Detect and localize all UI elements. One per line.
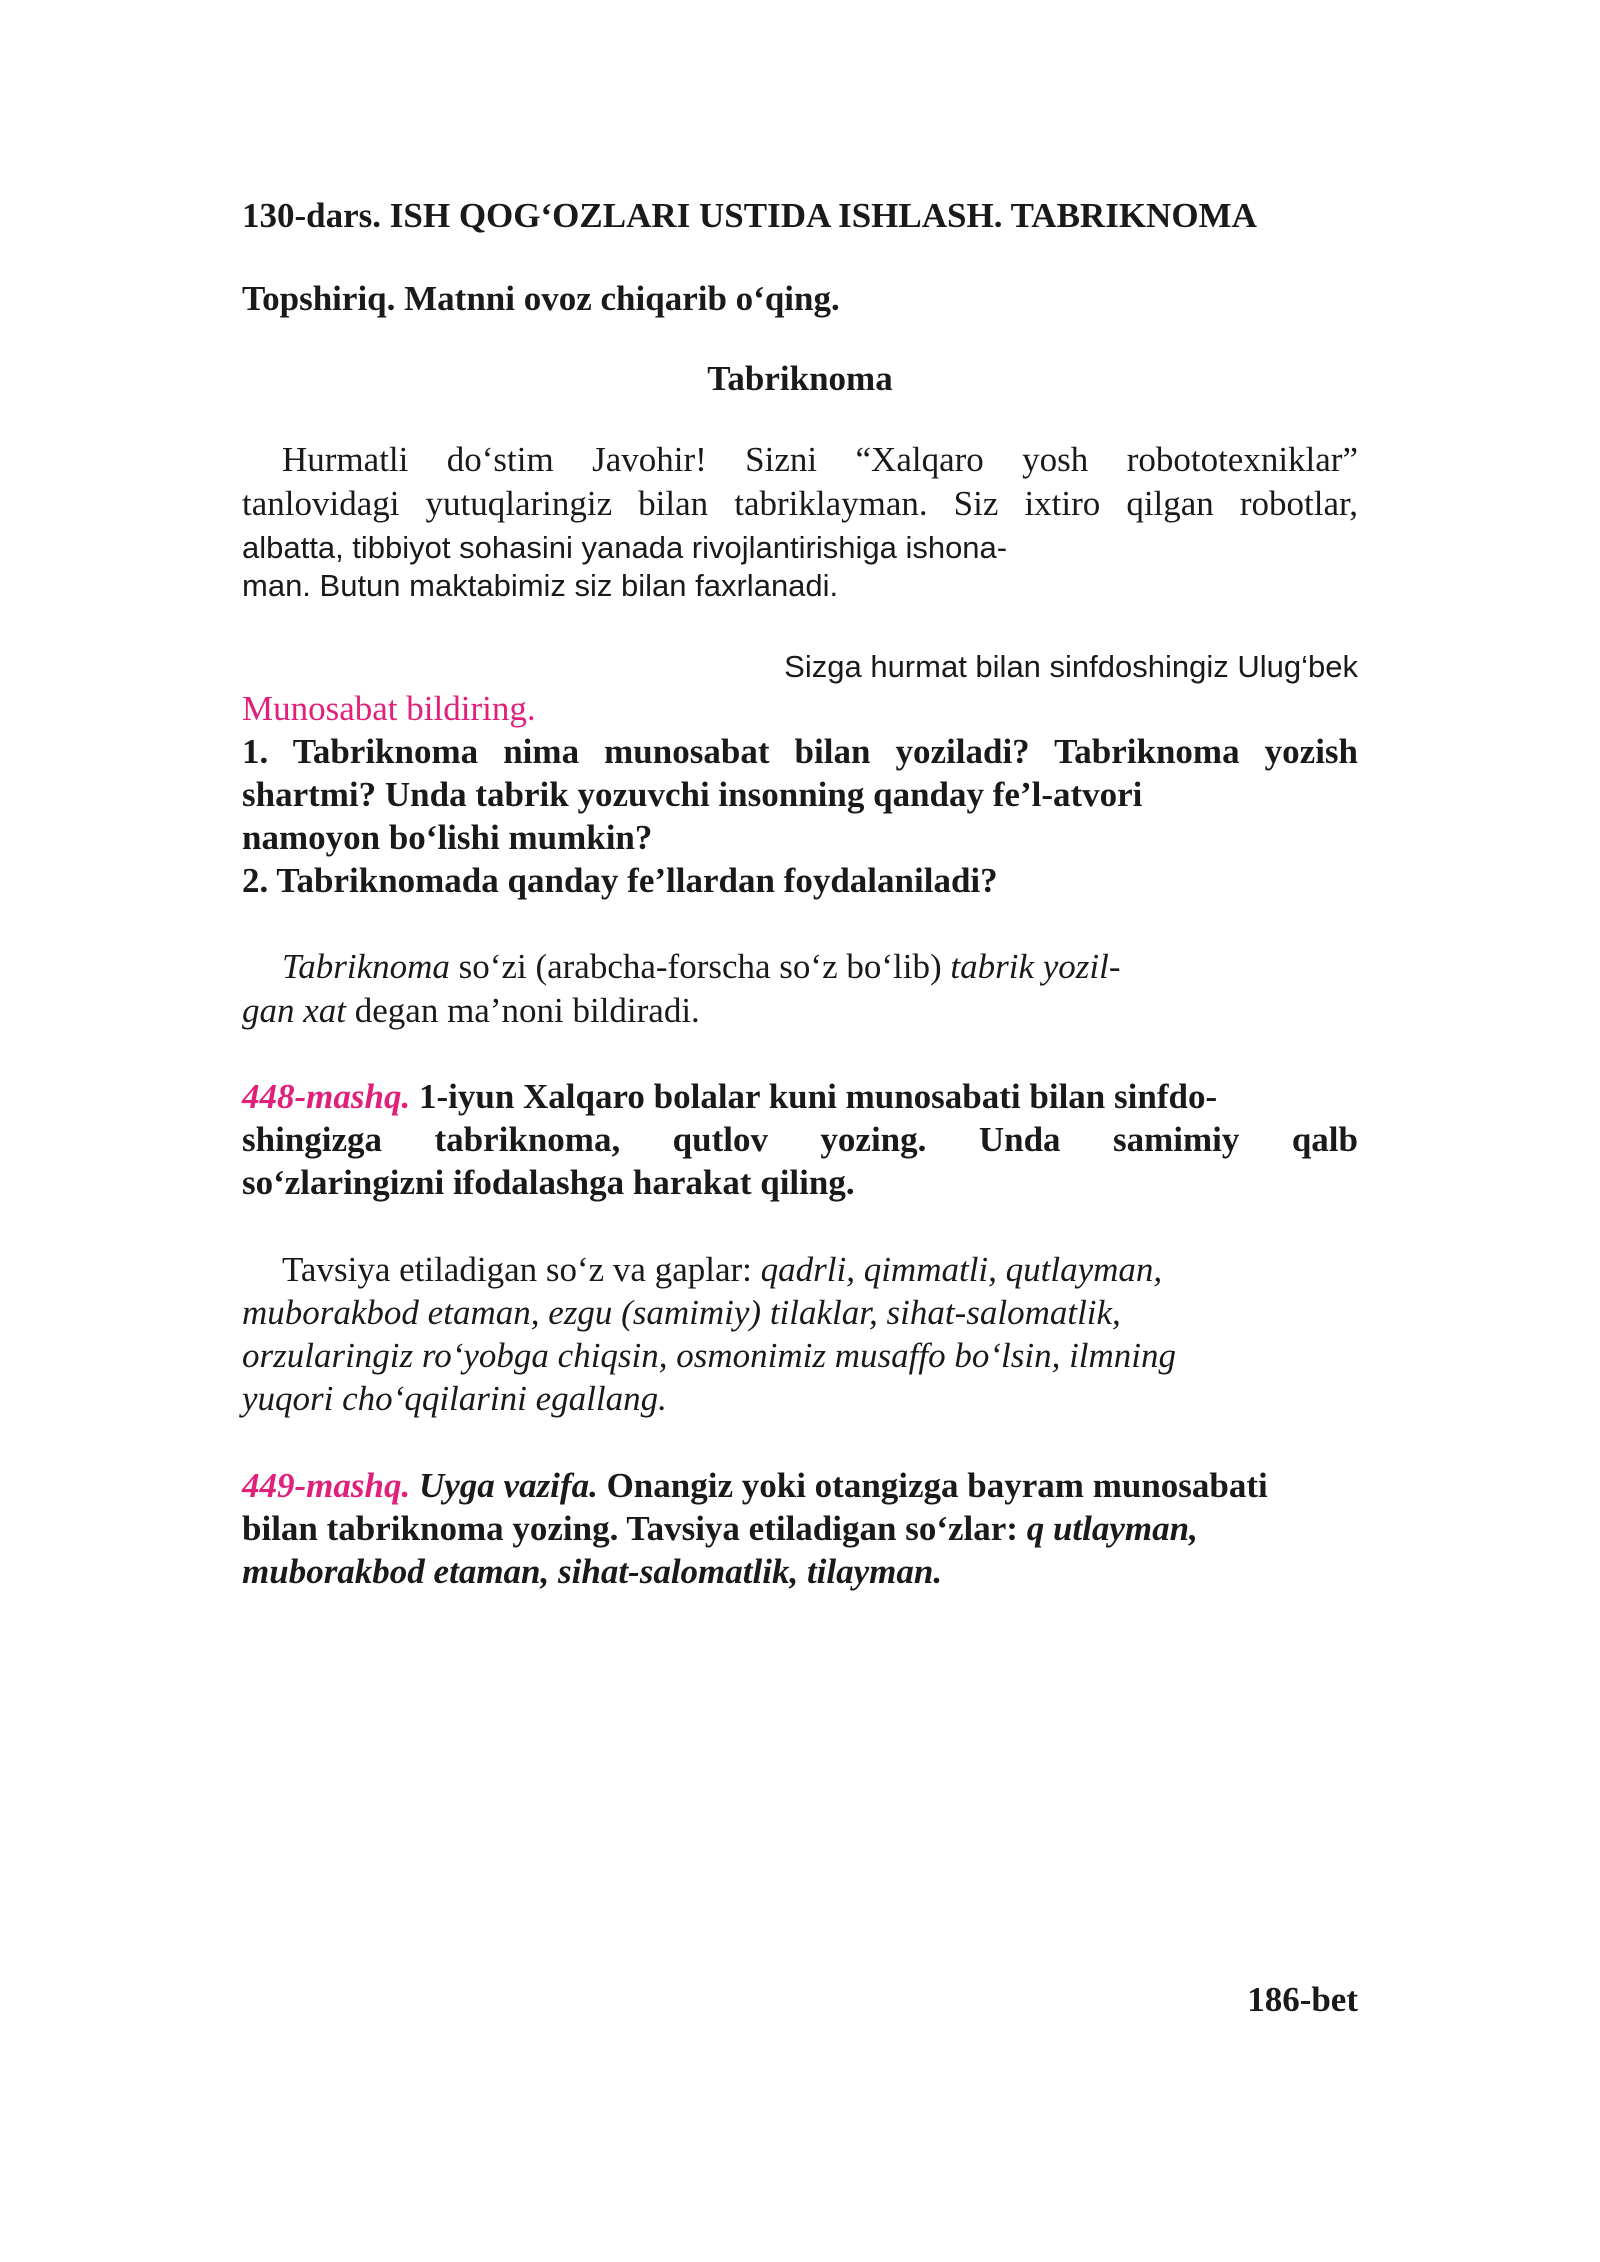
question-1-line-2: shartmi? Unda tabrik yozuvchi insonning qanday fe’l-atvori bbox=[242, 775, 1143, 814]
letter-signature: Sizga hurmat bilan sinfdoshingiz Ulug‘bek bbox=[784, 649, 1358, 684]
recommended-intro: Tavsiya etiladigan so‘z va gaplar: bbox=[282, 1250, 761, 1289]
task-instruction: Topshiriq. Matnni ovoz chiqarib o‘qing. bbox=[242, 279, 840, 318]
exercise-449-line-3: muborakbod etaman, sihat-salomatlik, tilayman. bbox=[242, 1552, 943, 1591]
definition-line-2 bbox=[242, 989, 700, 1033]
reaction-label: Munosabat bildiring. bbox=[242, 689, 536, 728]
letter-line-2: tanlovidagi yutuqlaringiz bilan tabriklayman. Siz ixtiro qilgan robotlar, bbox=[242, 484, 1358, 523]
exercise-448-text-1: 1-iyun Xalqaro bolalar kuni munosabati bilan sinfdo- bbox=[410, 1077, 1218, 1116]
definition-text-1: so‘zi (arabcha-forscha so‘z bo‘lib) bbox=[449, 947, 951, 986]
letter-line-1: Hurmatli do‘stim Javohir! Sizni “Xalqaro yosh robototexniklar” bbox=[282, 440, 1358, 479]
exercise-448-line-2: shingizga tabriknoma, qutlov yozing. Unda samimiy qalb bbox=[242, 1120, 1358, 1159]
exercise-448-line-3: so‘zlaringizni ifodalashga harakat qiling. bbox=[242, 1163, 855, 1202]
lesson-heading: 130-dars. ISH QOG‘OZLARI USTIDA ISHLASH. TABRIKNOMA bbox=[242, 196, 1257, 235]
exercise-449-text-2: bilan tabriknoma yozing. Tavsiya etiladigan so‘zlar: bbox=[242, 1509, 1027, 1548]
definition-text-2: degan ma’noni bildiradi. bbox=[346, 991, 700, 1030]
exercise-449-words-1: q utlayman, bbox=[1026, 1509, 1198, 1548]
page-number: 186-bet bbox=[1247, 1980, 1358, 2019]
definition-term: Tabriknoma bbox=[282, 947, 450, 986]
homework-label: Uyga vazifa. bbox=[410, 1466, 598, 1505]
exercise-448-label: 448-mashq. bbox=[242, 1077, 411, 1116]
exercise-449-line-1 bbox=[242, 1464, 1268, 1508]
question-2: 2. Tabriknomada qanday fe’llardan foydalaniladi? bbox=[242, 861, 998, 900]
definition-meaning-1: tabrik yozil- bbox=[950, 947, 1121, 986]
question-1-line-1: 1. Tabriknoma nima munosabat bilan yoziladi? Tabriknoma yozish bbox=[242, 732, 1358, 771]
exercise-449-label: 449-mashq. bbox=[242, 1466, 411, 1505]
recommended-line-4: yuqori cho‘qqilarini egallang. bbox=[242, 1379, 667, 1418]
exercise-449-text-1: Onangiz yoki otangizga bayram munosabati bbox=[597, 1466, 1268, 1505]
definition-meaning-2: gan xat bbox=[242, 991, 347, 1030]
exercise-449-line-2 bbox=[242, 1507, 1198, 1551]
exercise-448-line-1 bbox=[242, 1075, 1217, 1119]
recommended-line-1 bbox=[242, 1248, 1162, 1292]
recommended-words-1: qadrli, qimmatli, qutlayman, bbox=[760, 1250, 1163, 1289]
question-1-line-3: namoyon bo‘lishi mumkin? bbox=[242, 818, 653, 857]
recommended-line-2: muborakbod etaman, ezgu (samimiy) tilaklar, sihat-salomatlik, bbox=[242, 1293, 1121, 1332]
letter-title: Tabriknoma bbox=[707, 359, 893, 398]
recommended-line-3: orzularingiz ro‘yobga chiqsin, osmonimiz musaffo bo‘lsin, ilmning bbox=[242, 1336, 1177, 1375]
definition-line-1 bbox=[242, 945, 1121, 989]
letter-line-4: man. Butun maktabimiz siz bilan faxrlanadi. bbox=[242, 568, 839, 603]
letter-line-3: albatta, tibbiyot sohasini yanada rivojlantirishiga ishona- bbox=[242, 530, 1008, 565]
